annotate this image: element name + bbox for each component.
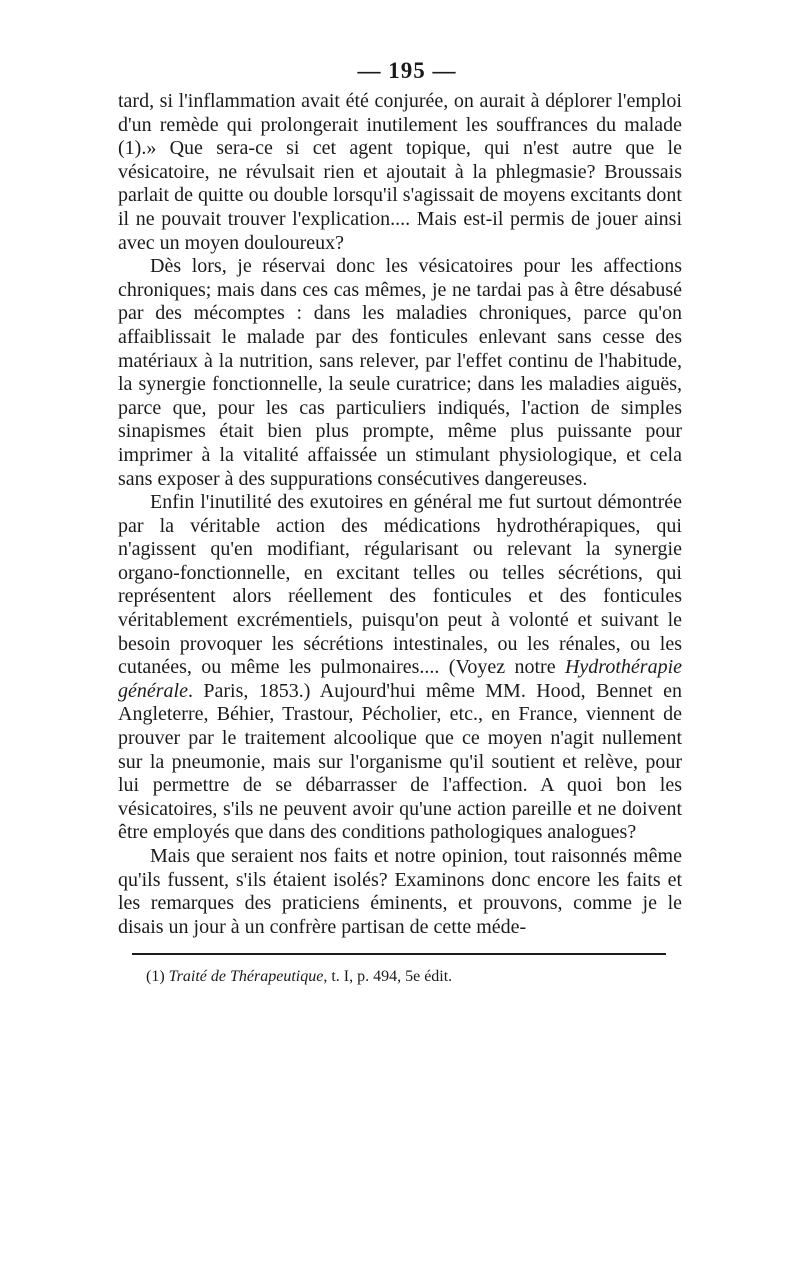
text-run: tard, si l'inflammation avait été conjurée, on aurait à déplorer l'emploi d'un remède qui prolongerait inutilement les souffrances du malade (1).» Que sera-ce si cet agent topique, qui n'est autre que le vésicatoire, ne révulsait rien et ajoutait à la phlegmasie? Broussais parlait de quitte ou double lorsqu'il s'agissait de moyens excitants dont il ne pouvait trouver l'explication.... Mais est-il permis de jouer ainsi avec un moyen douloureux? [118, 90, 682, 254]
footnote-rule [132, 953, 666, 955]
paragraph-1 [118, 90, 682, 255]
footnote-title: Traité de Thérapeutique [168, 968, 324, 986]
book-page [118, 56, 682, 987]
text-run: Dès lors, je réservai donc les vésicatoires pour les affections chroniques; mais dans ces cas mêmes, je ne tardai pas à être désabusé par des mécomptes : dans les maladies chroniques, parce qu'on affaiblissait le malade par des fonticules enlevant sans cesse des matériaux à la nutrition, sans relever, par l'effet continu de l'habitude, la synergie fonctionnelle, la seule curatrice; dans les maladies aiguës, parce que, pour les cas particuliers indiqués, l'action de simples sinapismes était bien plus prompte, même plus puissante pour imprimer à la vitalité affaissée un stimulant physiologique, et cela sans exposer à des suppurations consécutives dangereuses. [118, 255, 682, 490]
text-run: Mais que seraient nos faits et notre opinion, tout raisonnés même qu'ils fussent, s'ils étaient isolés? Examinons donc encore les faits et les remarques des praticiens éminents, et prouvons, comme je le disais un jour à un confrère partisan de cette méde- [118, 845, 682, 938]
footnote-details: , t. I, p. 494, 5e édit. [323, 968, 453, 986]
page-number: — 195 — [357, 58, 457, 83]
paragraph-4 [118, 845, 682, 939]
footnote [146, 967, 682, 987]
italic-title: Hydrothérapie générale [118, 656, 682, 702]
footnote-marker: (1) [146, 968, 165, 986]
body-text [118, 90, 682, 939]
paragraph-3 [118, 491, 682, 845]
paragraph-2 [118, 255, 682, 491]
text-run: Enfin l'inutilité des exutoires en général me fut surtout démontrée par la véritable action des médications hydrothérapiques, qui n'agissent qu'en modifiant, régularisant ou relevant la synergie organo-fonctionnelle, en excitant telles ou telles sécrétions, qui représentent alors réellement des fonticules et des fonticules véritablement excrémentiels, puisqu'on peut à volonté et suivant le besoin provoquer les sécrétions intestinales, ou les rénales, ou les cutanées, ou même les pulmonaires.... (Voyez notre [118, 491, 682, 679]
text-run: . Paris, 1853.) Aujourd'hui même MM. Hood, Bennet en Angleterre, Béhier, Trastour, Pécholier, etc., en France, viennent de prouver par le traitement alcoolique que ce moyen n'agit nullement sur la pneumonie, mais sur l'organisme qu'il soutient et relève, pour lui permettre de se débarrasser de l'affection. A quoi bon les vésicatoires, s'ils ne peuvent avoir qu'une action pareille et ne doivent être employés que dans des conditions pathologiques analogues? [118, 679, 682, 844]
